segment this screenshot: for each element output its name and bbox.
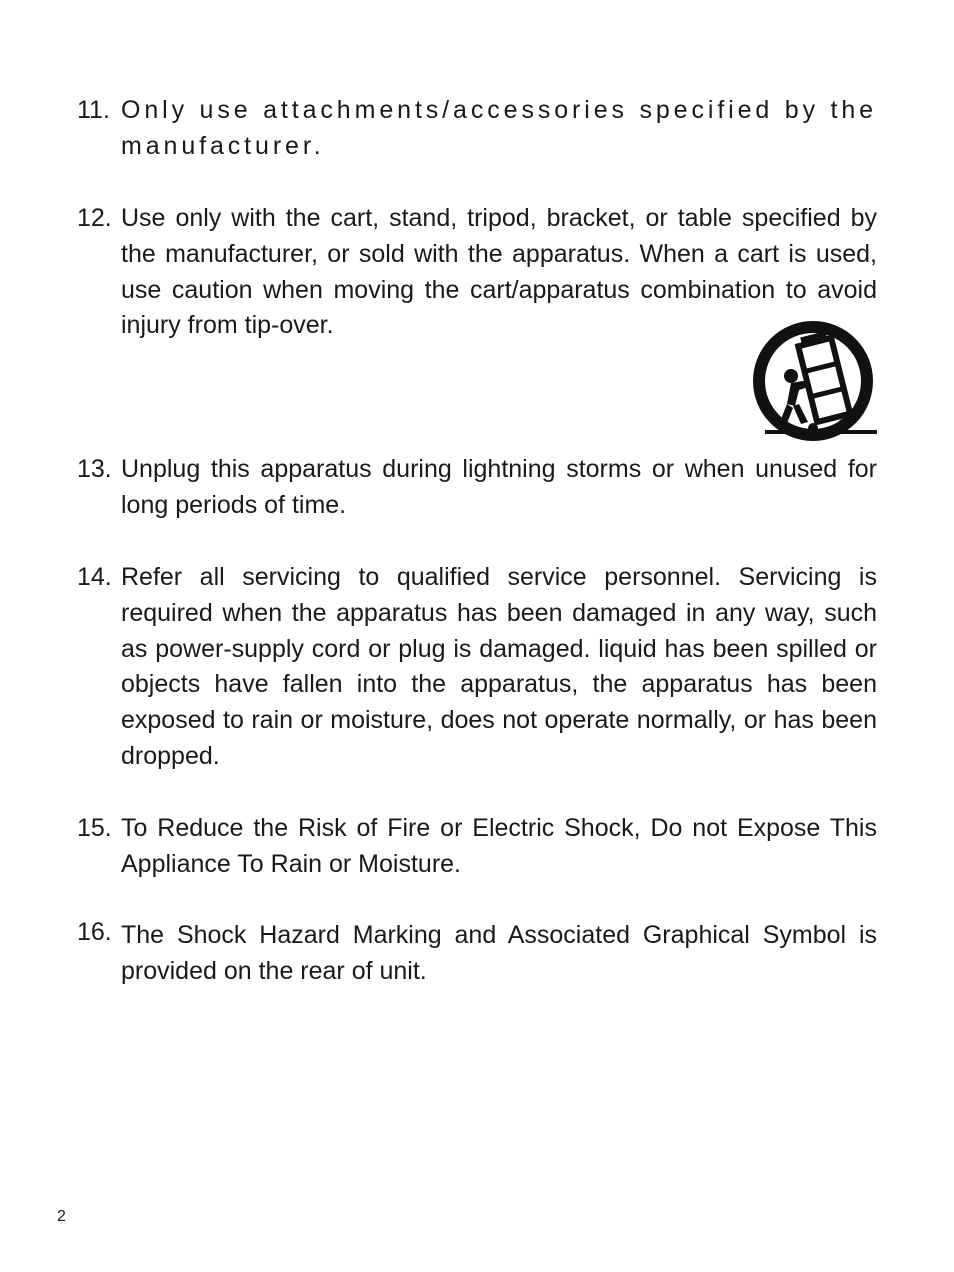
item-text: Refer all servicing to qualified service personnel. Servicing is required when the apparatus has been damaged in any way, such as power-supply cord or plug is damaged. liquid has been spilled or objects have fallen into the apparatus, the apparatus has been exposed to rain or moisture, does not operate normally, or has been dropped. [121,563,877,770]
item-number: 12. [77,204,112,232]
item-text: To Reduce the Risk of Fire or Electric Shock, Do not Expose This Appliance To Rain or Moisture. [121,814,877,878]
item-number: 13. [77,455,112,483]
cart-tip-over-warning-icon [751,320,877,444]
item-number: 11. [77,96,110,124]
item-text: Only use attachments/accessories specified by the manufacturer. [121,96,877,160]
list-item [77,918,877,990]
list-item [77,560,877,775]
item-text: The Shock Hazard Marking and Associated Graphical Symbol is provided on the rear of unit. [121,921,877,985]
item-text: Use only with the cart, stand, tripod, bracket, or table specified by the manufacturer, or sold with the apparatus. When a cart is used, use caution when moving the cart/apparatus combination to avoid injury from tip-over. [121,204,877,340]
item-number: 16. [77,918,112,946]
list-item [77,452,877,524]
list-item [77,811,877,883]
list-item [77,93,877,165]
item-number: 14. [77,563,112,591]
item-text: Unplug this apparatus during lightning storms or when unused for long periods of time. [121,455,877,519]
item-number: 15. [77,814,112,842]
page-number: 2 [57,1208,66,1225]
